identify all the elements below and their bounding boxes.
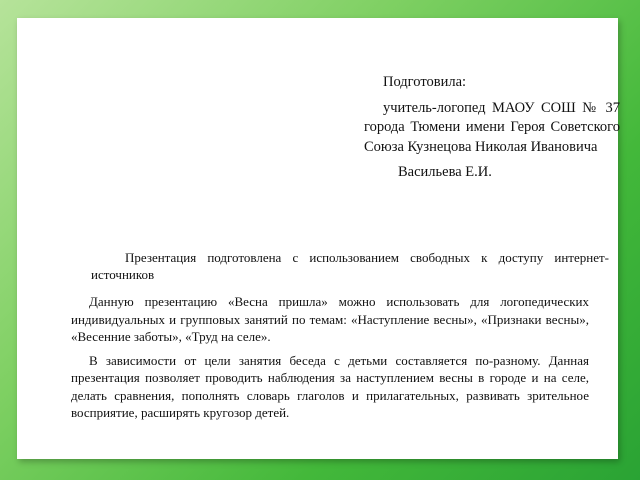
description	[71, 293, 589, 422]
author-name: Васильева Е.И.	[398, 164, 492, 180]
sources-note-line-2: источников	[91, 266, 155, 282]
author-block	[364, 73, 620, 183]
prepared-label: Подготовила:	[383, 74, 467, 90]
author-role: учитель-логопед МАОУ СОШ № 37 города Тюмени имени Героя Советского Союза Кузнецова Николая Ивановича	[364, 99, 620, 155]
paragraph-goals: В зависимости от цели занятия беседа с детьми составляется по-разному. Данная презентация позволяет проводить наблюдения за наступлением весны в городе и на селе, делать сравнения, пополнять словарь глаголов и прилагательных, развивать зрительное восприятие, расширять кругозор детей.	[71, 352, 589, 420]
sources-note-line-1: Презентация подготовлена с использованием свободных к доступу интернет-	[125, 250, 609, 265]
sources-note	[91, 250, 609, 283]
paragraph-usage: Данную презентацию «Весна пришла» можно использовать для логопедических индивидуальных и групповых занятий по темам: «Наступление весны», «Признаки весны», «Весенние заботы», «Труд на селе».	[71, 294, 589, 344]
